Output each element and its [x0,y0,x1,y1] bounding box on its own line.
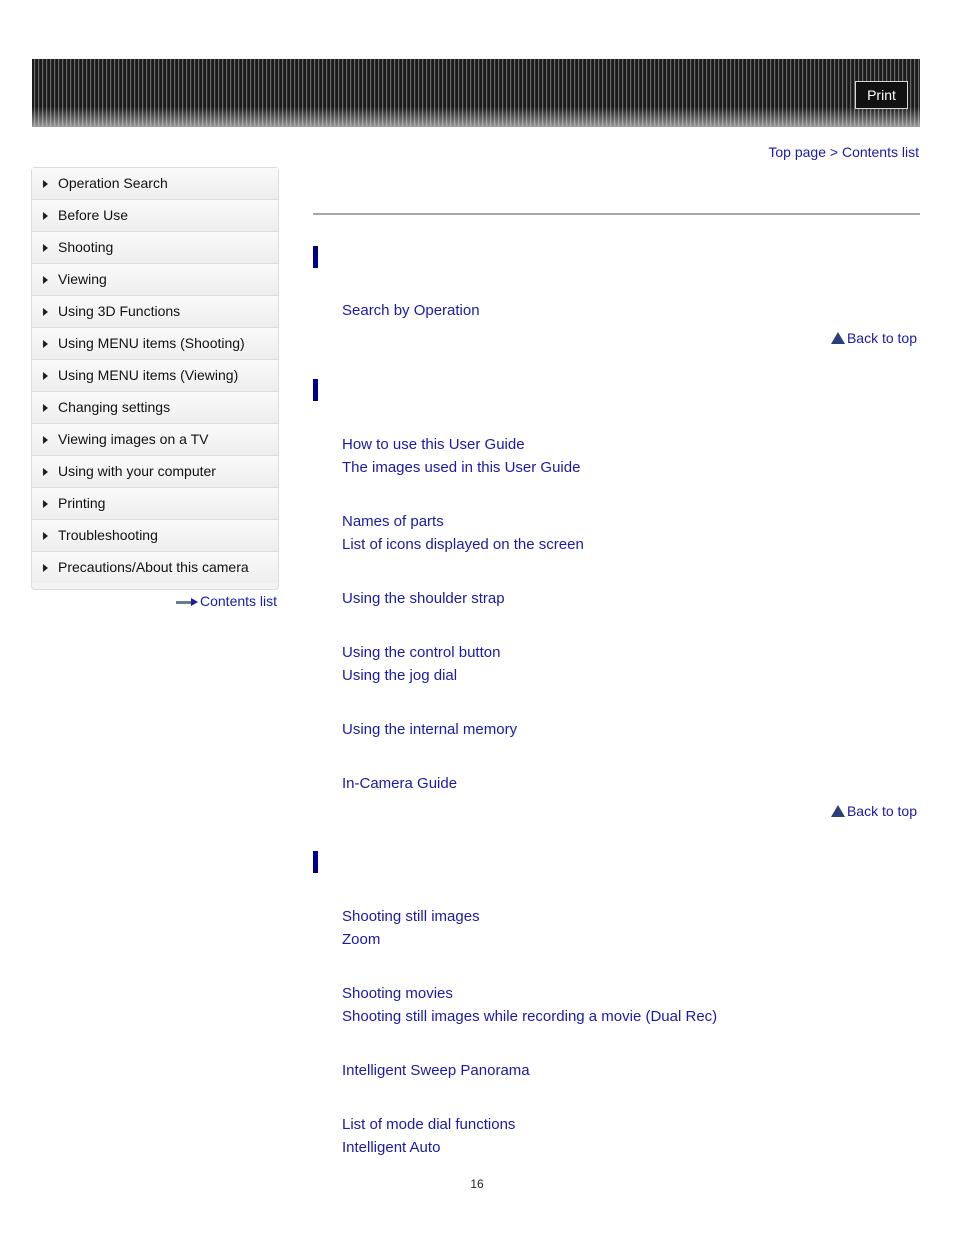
sidebar-contents-list-link[interactable] [176,593,277,609]
link-intelligent-auto[interactable]: Intelligent Auto [342,1139,441,1156]
arrow-right-icon [43,532,48,540]
sidebar-item-computer[interactable] [32,456,278,488]
arrow-right-icon [43,308,48,316]
arrow-right-icon [43,180,48,188]
back-to-top-link[interactable] [831,803,917,819]
sidebar-item-viewing-on-tv[interactable] [32,424,278,456]
link-images-used[interactable]: The images used in this User Guide [342,459,581,476]
arrow-right-icon [43,436,48,444]
divider [313,213,920,215]
sidebar-item-label: Printing [58,495,106,511]
link-control-button[interactable]: Using the control button [342,644,501,661]
back-to-top-label: Back to top [846,330,917,346]
link-dual-rec[interactable]: Shooting still images while recording a movie (Dual Rec) [342,1008,718,1025]
link-names-of-parts[interactable]: Names of parts [342,513,444,530]
sidebar-item-label: Viewing images on a TV [58,431,209,447]
link-zoom[interactable]: Zoom [342,931,381,948]
link-shooting-movies[interactable]: Shooting movies [342,985,453,1002]
section-marker [313,379,318,401]
breadcrumb-separator: > [825,144,842,160]
triangle-up-icon [831,805,845,817]
link-internal-memory[interactable]: Using the internal memory [342,721,518,738]
link-jog-dial[interactable]: Using the jog dial [342,667,458,684]
arrow-right-icon [43,500,48,508]
sidebar-item-troubleshooting[interactable] [32,520,278,552]
sidebar-item-label: Shooting [58,239,114,255]
sidebar-item-label: Using MENU items (Shooting) [58,335,245,351]
arrow-right-icon [43,372,48,380]
link-in-camera-guide[interactable]: In-Camera Guide [342,775,458,792]
sidebar-item-printing[interactable] [32,488,278,520]
sidebar-item-viewing[interactable] [32,264,278,296]
breadcrumb-contents-list[interactable]: Contents list [841,144,919,160]
sidebar-item-menu-shooting[interactable] [32,328,278,360]
arrow-right-icon [43,404,48,412]
arrow-right-icon [43,340,48,348]
sidebar-item-precautions[interactable] [32,552,278,583]
section-marker [313,851,318,873]
link-search-by-operation[interactable]: Search by Operation [342,302,480,319]
sidebar-item-before-use[interactable] [32,200,278,232]
contents-list-label: Contents list [200,593,278,609]
link-sweep-panorama[interactable]: Intelligent Sweep Panorama [342,1062,530,1079]
page-number: 16 [470,1177,484,1191]
breadcrumb [768,144,919,160]
sidebar-item-label: Troubleshooting [58,527,158,543]
sidebar-item-menu-viewing[interactable] [32,360,278,392]
breadcrumb-top-page[interactable]: Top page [768,144,826,160]
sidebar-item-label: Operation Search [58,175,168,191]
link-how-to-use-guide[interactable]: How to use this User Guide [342,436,525,453]
link-mode-dial-functions[interactable]: List of mode dial functions [342,1116,516,1133]
sidebar-item-label: Before Use [58,207,129,223]
back-to-top-link[interactable] [831,330,917,346]
header-banner [32,59,920,127]
arrow-right-icon [43,468,48,476]
back-to-top-label: Back to top [846,803,917,819]
arrow-right-icon [43,244,48,252]
sidebar-item-label: Using MENU items (Viewing) [58,367,239,383]
link-list-of-icons[interactable]: List of icons displayed on the screen [342,536,584,553]
sidebar-item-label: Precautions/About this camera [58,559,249,575]
sidebar-item-label: Using with your computer [58,463,216,479]
sidebar-nav [31,167,279,590]
print-button[interactable]: Print [855,81,908,109]
sidebar-item-label: Changing settings [58,399,171,415]
link-shooting-still-images[interactable]: Shooting still images [342,908,480,925]
arrow-right-icon [176,598,198,606]
sidebar-item-label: Viewing [58,271,107,287]
section-marker [313,246,318,268]
arrow-right-icon [43,276,48,284]
sidebar-item-label: Using 3D Functions [58,303,181,319]
sidebar-item-3d-functions[interactable] [32,296,278,328]
sidebar-item-changing-settings[interactable] [32,392,278,424]
link-shoulder-strap[interactable]: Using the shoulder strap [342,590,505,607]
arrow-right-icon [43,564,48,572]
sidebar-item-operation-search[interactable] [32,168,278,200]
arrow-right-icon [43,212,48,220]
triangle-up-icon [831,332,845,344]
sidebar-item-shooting[interactable] [32,232,278,264]
